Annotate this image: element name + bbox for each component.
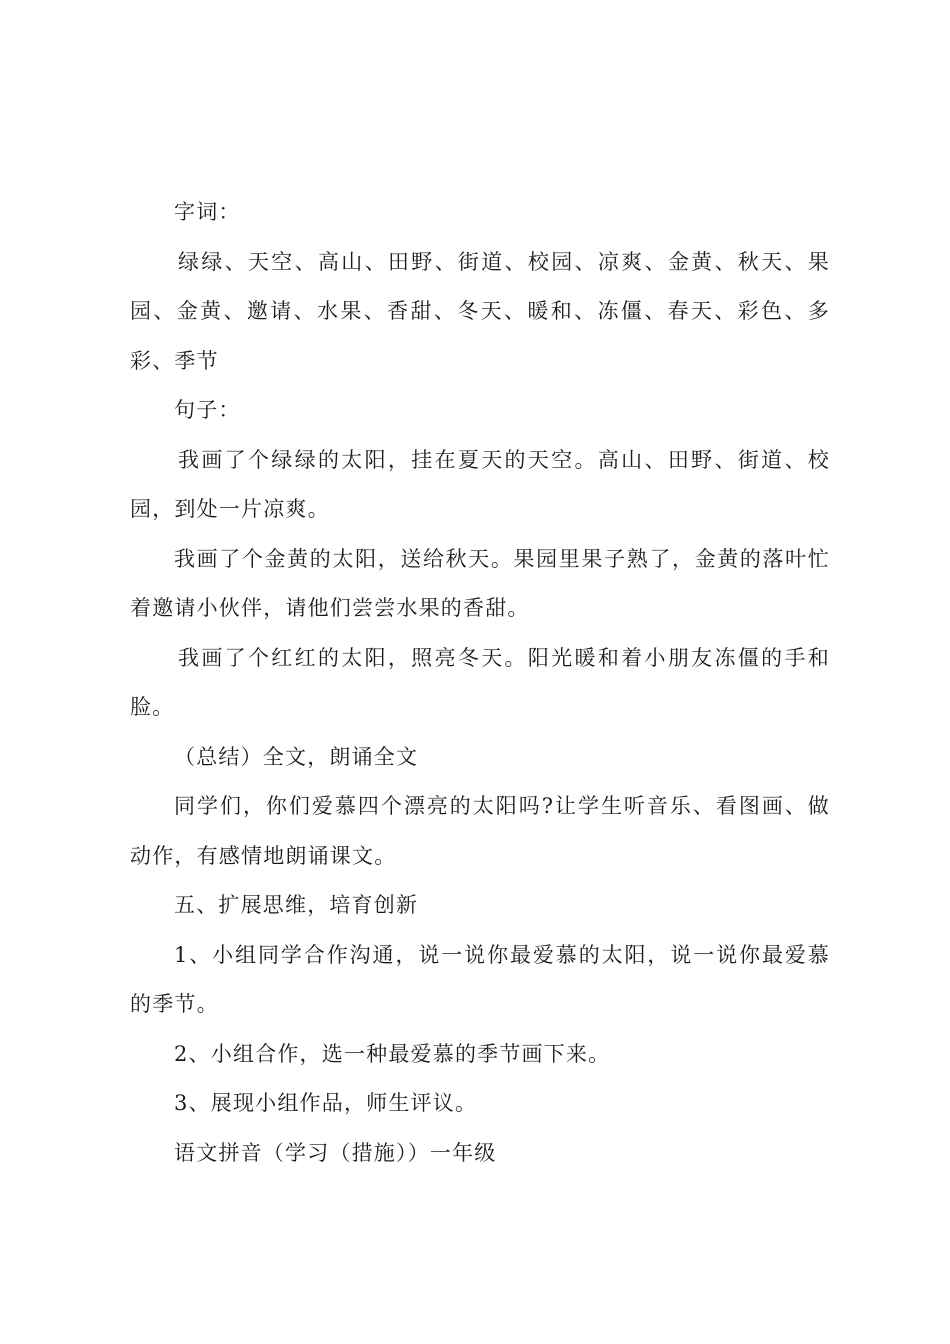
activity-item-1: 1、小组同学合作沟通，说一说你最爱慕的太阳，说一说你最爱慕的季节。	[130, 942, 830, 1016]
activity-item-2: 2、小组合作，选一种最爱慕的季节画下来。	[174, 1041, 611, 1066]
heading-words: 字词：	[174, 200, 241, 224]
sentence-winter: 我画了个红红的太阳，照亮冬天。阳光暖和着小朋友冻僵的手和脸。	[130, 645, 830, 719]
next-section-title: 语文拼音（学习（措施））一年级	[174, 1140, 497, 1165]
summary-text: 同学们，你们爱慕四个漂亮的太阳吗?让学生听音乐、看图画、做动作，有感情地朗诵课文。	[130, 794, 830, 868]
sentence-autumn: 我画了个金黄的太阳，送给秋天。果园里果子熟了，金黄的落叶忙着邀请小伙伴，请他们尝尝水果的香甜。	[130, 546, 830, 620]
summary-heading: （总结）全文，朗诵全文	[174, 744, 419, 769]
document-body	[130, 188, 830, 1178]
sentence-summer: 我画了个绿绿的太阳，挂在夏天的天空。高山、田野、街道、校园，到处一片凉爽。	[130, 447, 830, 521]
activity-item-3: 3、展现小组作品，师生评议。	[174, 1091, 478, 1115]
section-five-heading: 五、扩展思维，培育创新	[174, 893, 419, 917]
heading-sentences: 句子：	[174, 398, 241, 422]
word-list: 绿绿、天空、高山、田野、街道、校园、凉爽、金黄、秋天、果园、金黄、邀请、水果、香甜、冬天、暖和、冻僵、春天、彩色、多彩、季节	[130, 249, 830, 373]
